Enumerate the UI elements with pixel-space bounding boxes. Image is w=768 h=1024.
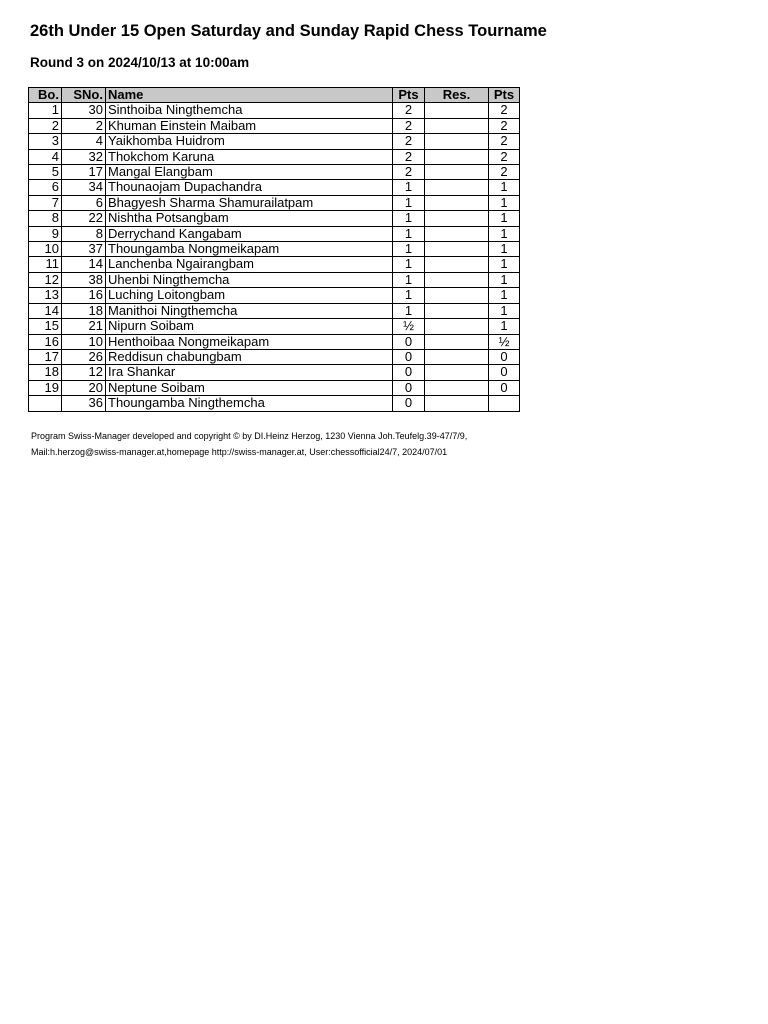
cell-start-number: 22: [62, 211, 106, 226]
cell-points: 2: [393, 118, 425, 133]
table-row: [29, 118, 520, 133]
table-row: [29, 334, 520, 349]
cell-result: [425, 365, 489, 380]
cell-player-name: Uhenbi Ningthemcha: [106, 272, 393, 287]
cell-player-name: Yaikhomba Huidrom: [106, 134, 393, 149]
cell-points-after: 1: [489, 226, 520, 241]
table-row: [29, 303, 520, 318]
cell-start-number: 10: [62, 334, 106, 349]
cell-points: 1: [393, 242, 425, 257]
cell-board: 17: [29, 349, 62, 364]
cell-board: 7: [29, 195, 62, 210]
cell-points-after: 1: [489, 180, 520, 195]
cell-player-name: Neptune Soibam: [106, 380, 393, 395]
cell-points-after: 2: [489, 149, 520, 164]
cell-start-number: 2: [62, 118, 106, 133]
cell-result: [425, 165, 489, 180]
cell-board: 5: [29, 165, 62, 180]
cell-player-name: Derrychand Kangabam: [106, 226, 393, 241]
cell-points: 1: [393, 180, 425, 195]
page-title: 26th Under 15 Open Saturday and Sunday Rapid Chess Tourname: [30, 22, 547, 40]
table-row: [29, 272, 520, 287]
table-row: [29, 396, 520, 411]
cell-player-name: Lanchenba Ngairangbam: [106, 257, 393, 272]
cell-points: ½: [393, 319, 425, 334]
cell-points-after: 1: [489, 257, 520, 272]
cell-player-name: Nishtha Potsangbam: [106, 211, 393, 226]
table-body: [29, 103, 520, 411]
cell-board: [29, 396, 62, 411]
cell-start-number: 14: [62, 257, 106, 272]
cell-start-number: 20: [62, 380, 106, 395]
cell-points: 2: [393, 149, 425, 164]
cell-player-name: Manithoi Ningthemcha: [106, 303, 393, 318]
cell-points-after: 2: [489, 118, 520, 133]
cell-points-after: ½: [489, 334, 520, 349]
cell-result: [425, 195, 489, 210]
cell-player-name: Mangal Elangbam: [106, 165, 393, 180]
footer-copyright-line: Program Swiss-Manager developed and copyright © by DI.Heinz Herzog, 1230 Vienna Joh.Teufelg.39-47/7/9,: [31, 431, 468, 441]
cell-player-name: Thounaojam Dupachandra: [106, 180, 393, 195]
table-row: [29, 149, 520, 164]
cell-board: 15: [29, 319, 62, 334]
cell-board: 2: [29, 118, 62, 133]
cell-points: 0: [393, 380, 425, 395]
cell-board: 8: [29, 211, 62, 226]
cell-board: 18: [29, 365, 62, 380]
cell-points: 0: [393, 396, 425, 411]
cell-points-after: 1: [489, 211, 520, 226]
cell-player-name: Nipurn Soibam: [106, 319, 393, 334]
column-header-points-after: Pts: [489, 88, 520, 103]
cell-board: 6: [29, 180, 62, 195]
cell-result: [425, 103, 489, 118]
cell-points: 0: [393, 349, 425, 364]
cell-points: 1: [393, 272, 425, 287]
cell-points: 1: [393, 288, 425, 303]
cell-points: 1: [393, 257, 425, 272]
table-row: [29, 134, 520, 149]
cell-points-after: 1: [489, 288, 520, 303]
cell-result: [425, 349, 489, 364]
column-header-result: Res.: [425, 88, 489, 103]
cell-points: 2: [393, 165, 425, 180]
cell-board: 13: [29, 288, 62, 303]
column-header-start-number: SNo.: [62, 88, 106, 103]
cell-points: 0: [393, 334, 425, 349]
cell-points-after: 1: [489, 319, 520, 334]
table-row: [29, 195, 520, 210]
cell-start-number: 21: [62, 319, 106, 334]
cell-start-number: 30: [62, 103, 106, 118]
cell-board: 12: [29, 272, 62, 287]
cell-player-name: Bhagyesh Sharma Shamurailatpam: [106, 195, 393, 210]
cell-start-number: 38: [62, 272, 106, 287]
column-header-points: Pts: [393, 88, 425, 103]
cell-start-number: 34: [62, 180, 106, 195]
cell-player-name: Ira Shankar: [106, 365, 393, 380]
table-row: [29, 349, 520, 364]
cell-player-name: Thokchom Karuna: [106, 149, 393, 164]
footer-contact-line: Mail:h.herzog@swiss-manager.at,homepage http://swiss-manager.at, User:chessofficial24/7, 2024/07/01: [31, 447, 448, 457]
cell-board: 11: [29, 257, 62, 272]
cell-points: 2: [393, 134, 425, 149]
table-row: [29, 288, 520, 303]
cell-board: 16: [29, 334, 62, 349]
cell-start-number: 12: [62, 365, 106, 380]
cell-start-number: 4: [62, 134, 106, 149]
cell-player-name: Reddisun chabungbam: [106, 349, 393, 364]
table-row: [29, 211, 520, 226]
cell-board: 3: [29, 134, 62, 149]
cell-player-name: Khuman Einstein Maibam: [106, 118, 393, 133]
cell-board: 4: [29, 149, 62, 164]
cell-player-name: Luching Loitongbam: [106, 288, 393, 303]
cell-result: [425, 288, 489, 303]
cell-points-after: 1: [489, 242, 520, 257]
cell-result: [425, 134, 489, 149]
cell-points-after: 0: [489, 365, 520, 380]
cell-start-number: 6: [62, 195, 106, 210]
cell-points-after: 2: [489, 134, 520, 149]
cell-start-number: 37: [62, 242, 106, 257]
cell-points-after: 1: [489, 272, 520, 287]
table-row: [29, 226, 520, 241]
cell-board: 1: [29, 103, 62, 118]
cell-start-number: 36: [62, 396, 106, 411]
cell-start-number: 17: [62, 165, 106, 180]
table-row: [29, 380, 520, 395]
cell-result: [425, 257, 489, 272]
table-row: [29, 103, 520, 118]
cell-result: [425, 149, 489, 164]
footer: [31, 428, 467, 460]
cell-points-after: 0: [489, 380, 520, 395]
cell-player-name: Henthoibaa Nongmeikapam: [106, 334, 393, 349]
cell-board: 14: [29, 303, 62, 318]
cell-result: [425, 180, 489, 195]
column-header-name: Name: [106, 88, 393, 103]
cell-result: [425, 272, 489, 287]
table-header-row: [29, 88, 520, 103]
cell-result: [425, 242, 489, 257]
cell-points-after: 1: [489, 303, 520, 318]
cell-points: 1: [393, 195, 425, 210]
cell-result: [425, 303, 489, 318]
cell-points-after: 2: [489, 165, 520, 180]
cell-result: [425, 334, 489, 349]
cell-board: 10: [29, 242, 62, 257]
cell-points: 1: [393, 226, 425, 241]
table-row: [29, 242, 520, 257]
cell-board: 9: [29, 226, 62, 241]
cell-start-number: 18: [62, 303, 106, 318]
cell-board: 19: [29, 380, 62, 395]
table-row: [29, 165, 520, 180]
round-subtitle: Round 3 on 2024/10/13 at 10:00am: [30, 55, 250, 70]
cell-points-after: 2: [489, 103, 520, 118]
cell-result: [425, 380, 489, 395]
table-row: [29, 257, 520, 272]
pairings-table: [28, 87, 520, 412]
cell-points: 0: [393, 365, 425, 380]
table-row: [29, 319, 520, 334]
cell-start-number: 16: [62, 288, 106, 303]
cell-result: [425, 226, 489, 241]
cell-player-name: Sinthoiba Ningthemcha: [106, 103, 393, 118]
cell-result: [425, 211, 489, 226]
cell-start-number: 26: [62, 349, 106, 364]
cell-points-after: 1: [489, 195, 520, 210]
cell-start-number: 32: [62, 149, 106, 164]
cell-points: 2: [393, 103, 425, 118]
cell-points: 1: [393, 303, 425, 318]
table-row: [29, 365, 520, 380]
cell-result: [425, 118, 489, 133]
cell-player-name: Thoungamba Ningthemcha: [106, 396, 393, 411]
cell-result: [425, 319, 489, 334]
cell-points: 1: [393, 211, 425, 226]
cell-player-name: Thoungamba Nongmeikapam: [106, 242, 393, 257]
cell-points-after: [489, 396, 520, 411]
column-header-board: Bo.: [29, 88, 62, 103]
cell-start-number: 8: [62, 226, 106, 241]
table-row: [29, 180, 520, 195]
cell-points-after: 0: [489, 349, 520, 364]
cell-result: [425, 396, 489, 411]
